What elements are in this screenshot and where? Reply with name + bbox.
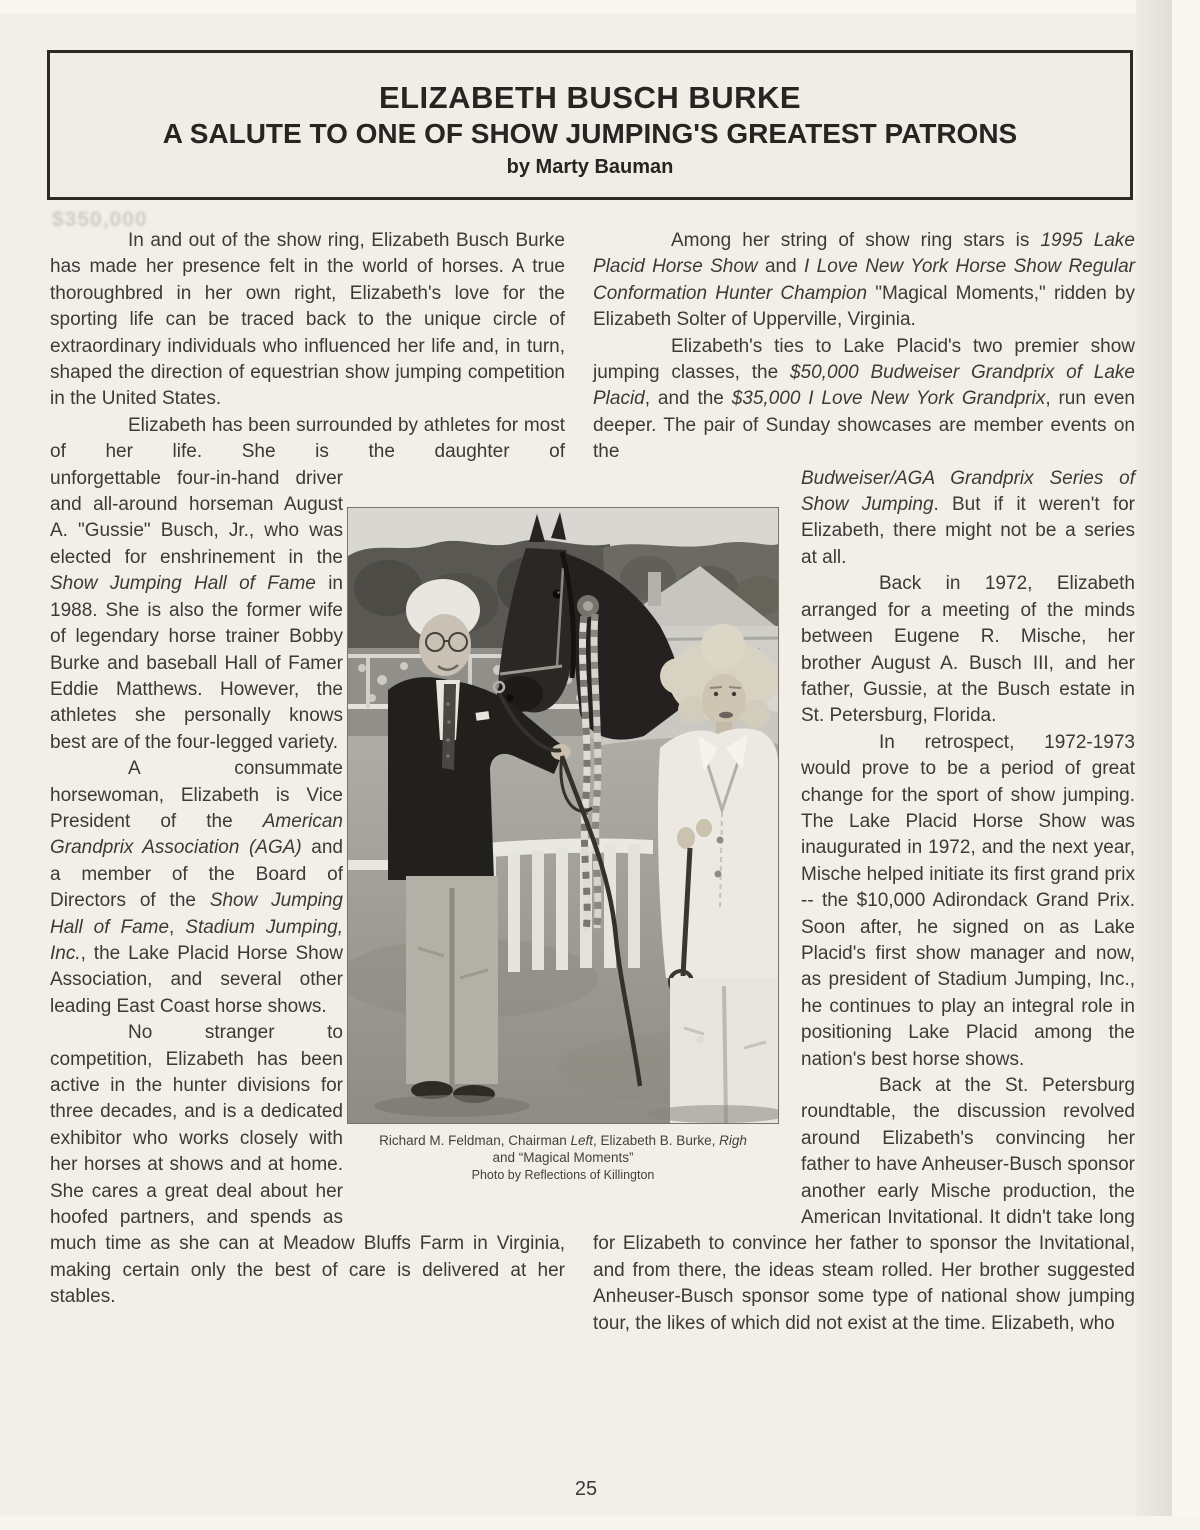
paragraph-retrospect: In retrospect, 1972-1973 would prove to be a period of great change for the sport of show jumping. The Lake Placid Horse Show was inaugurated in 1972, and the next year, Mische helped initiate its first grand prix -- the $10,000 Adirondack Grand Prix. Soon after, he signed on as Lake Placid's first show manager and now, as president of Stadium Jumping, Inc., he continues to play an integral role in positioning Lake Placid among the nation's best horse shows. bbox=[801, 731, 1135, 1070]
paragraph-athletes-narrow: unforgettable four-in-hand driver and all-around horseman August A. "Gussie" Busch, Jr., who was elected for enshrinement in the Show Jumping Hall of Fame in 1988. She is also the former wife of legendary horse trainer Bobby Burke and baseball Hall of Famer Eddie Matthews. However, the athletes she personally knows best are of the four-legged variety. bbox=[50, 467, 343, 753]
article-byline: by Marty Bauman bbox=[506, 156, 674, 178]
photo-caption-line1: Richard M. Feldman, Chairman Left, Elizabeth B. Burke, Righ bbox=[379, 1133, 747, 1148]
scan-edge-bottom bbox=[0, 1516, 1200, 1530]
paragraph-1972-meeting: Back in 1972, Elizabeth arranged for a meeting of the minds between Eugene R. Mische, her brother August A. Busch III, and her father, Gussie, at the Busch estate in St. Petersburg, Florida. bbox=[801, 573, 1135, 727]
photo-caption-line2: and “Magical Moments” bbox=[492, 1150, 634, 1165]
photo-credit: Photo by Reflections of Killington bbox=[471, 1168, 655, 1182]
paragraph-lake-placid-narrow: Budweiser/AGA Grandprix Series of Show Jumping. But if it weren't for Elizabeth, there might not be a series at all. bbox=[801, 467, 1135, 568]
scan-edge-top bbox=[0, 0, 1200, 14]
woman-in-white bbox=[658, 624, 778, 1123]
photo-caption bbox=[338, 1132, 788, 1184]
article-photo bbox=[348, 508, 778, 1123]
photo-illustration bbox=[348, 508, 778, 1123]
article-title: ELIZABETH BUSCH BURKE bbox=[378, 80, 802, 115]
woman-face bbox=[702, 674, 746, 726]
article-header-box bbox=[47, 50, 1133, 200]
page-number: 25 bbox=[574, 1478, 598, 1500]
article-subtitle: A SALUTE TO ONE OF SHOW JUMPING'S GREATEST PATRONS bbox=[162, 118, 1018, 149]
scan-edge-right-shadow bbox=[1136, 0, 1172, 1530]
bleedthrough-line: $350,000 bbox=[52, 208, 148, 231]
paragraph-competition: No stranger to competition, Elizabeth has been active in the hunter divisions for three decades, and is a dedicated exhibitor who works closely with her horses at shows and at home. She cares a great deal about her hoofed partners, and spends as much time as she can at Meadow Bluffs Farm in Virginia, making certain only the best of care is delivered at her stables. bbox=[50, 1022, 565, 1308]
paragraph-lake-placid-wide: Elizabeth's ties to Lake Placid's two premier show jumping classes, the $50,000 Budweiser Grandprix of Lake Placid, and the $35,000 I Love New York Grandprix, run even deeper. The pair of Sunday showcases are member events on the bbox=[593, 335, 1135, 463]
woman-blazer bbox=[658, 728, 778, 978]
paragraph-intro: In and out of the show ring, Elizabeth Busch Burke has made her presence felt in the world of horses. A true thoroughbred in her own right, Elizabeth's love for the sporting life can be traced back to the unique circle of extraordinary individuals who influenced her life and, in turn, shaped the direction of equestrian show jumping competition in the United States. bbox=[50, 230, 565, 410]
paragraph-roundtable: Back at the St. Petersburg roundtable, the discussion revolved around Elizabeth's convincing her father to have Anheuser-Busch sponsor another early Mische production, the American Invitational. It didn't take long for Elizabeth to convince her father to sponsor the Invitational, and from there, the ideas steam rolled. Her brother suggested Anheuser-Busch sponsor some type of national show jumping tour, the likes of which did not exist at the time. Elizabeth, who bbox=[593, 1075, 1135, 1334]
paragraph-athletes-wide: Elizabeth has been surrounded by athletes for most of her life. She is the daughter of bbox=[50, 414, 565, 463]
paragraph-horsewoman: A consummate horsewoman, Elizabeth is Vice President of the American Grandprix Association (AGA) and a member of the Board of Directors of the Show Jumping Hall of Fame, Stadium Jumping, Inc., the Lake Placid Horse Show Association, and several other leading East Coast horse shows. bbox=[50, 758, 344, 1017]
ground-shadow bbox=[374, 1095, 530, 1117]
grass-spot bbox=[696, 1036, 704, 1044]
scan-edge-right bbox=[1172, 0, 1200, 1530]
paragraph-show-ring-stars: Among her string of show ring stars is 1995 Lake Placid Horse Show and I Love New York Horse Show Regular Conformation Hunter Champion "Magical Moments," ridden by Elizabeth Solter of Upperville, Virginia. bbox=[593, 230, 1136, 331]
woman-hand bbox=[677, 827, 695, 849]
woman-lips bbox=[719, 712, 733, 718]
